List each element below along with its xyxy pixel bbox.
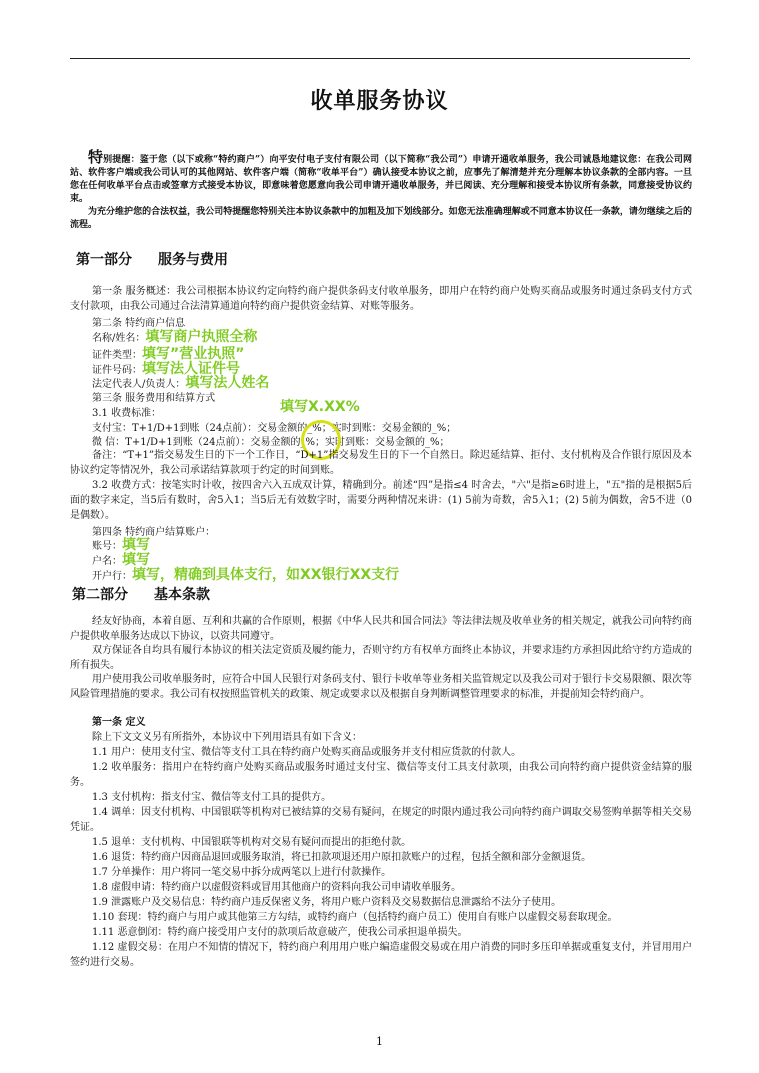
definition-1-5: 1.5 退单：支付机构、中国银联等机构对交易有疑问而提出的拒绝付款。 <box>92 837 412 848</box>
part1-number: 第一部分 <box>76 252 132 268</box>
part2-heading <box>72 584 210 604</box>
intro-initial: 特 <box>88 148 104 166</box>
fee-standard-label: 3.1 收费标准： <box>92 408 162 419</box>
account-name-value: 填写 <box>122 552 150 568</box>
settlement-note: 备注：“T+1”指交易发生日的下一个工作日，“D+1”指交易发生日的下一个自然日。除迟延结算、拒付、支付机构及合作银行原因及本协议约定等情况外，我公司承诺结算款项于约定的时间到账。 <box>70 450 692 476</box>
bank-label: 开户行： <box>92 571 132 582</box>
article-1: 第一条 服务概述：我公司根据本协议约定向特约商户提供条码支付收单服务，即用户在特约商户处购买商品或服务时通过条码支付方式支付款项，由我公司通过合法清算通道向特约商户提供资金结算、对账等服务。 <box>70 286 692 312</box>
account-number-label: 账号： <box>92 541 122 552</box>
bank-row <box>92 568 399 584</box>
intro-text-1: 别提醒：鉴于您（以下或称“特约商户”）向平安付电子支付有限公司（以下简称“我公司”）申请开通收单服务，我公司诚恳地建议您：在我公司网站、软件客户端或我公司认可的其他网站、软件客户端（简称“收单平台”）确认接受本协议之前，应事先了解清楚并充分理解本协议条款的全部内容。一旦您在任何收单平台点击或签章方式接受本协议，即意味着您愿意向我公司申请开通收单服务，并已阅读、充分理解和接受本协议所有条款，同意接受协议约束。 <box>70 155 692 204</box>
intro-text-2: 为充分维护您的合法权益，我公司特提醒您特别关注本协议条款中的加粗及加下划线部分。如您无法准确理解或不同意本协议任一条款，请勿继续之后的流程。 <box>70 207 692 230</box>
account-number-value: 填写 <box>122 537 150 553</box>
basic-terms-para-3: 用户使用我公司收单服务时，应符合中国人民银行对条码支付、银行卡收单等业务相关监管规定以及我公司对于银行卡交易限额、限次等风险管理措施的要求。我公司有权按照监管机关的政策、规定或要求以及根据自身判断调整管理要求的标准，并提前知会特约商户。 <box>70 674 692 700</box>
definition-1-4: 1.4 调单：因支付机构、中国银联等机构对已被结算的交易有疑问，在规定的时限内通过我公司向特约商户调取交易签购单据等相关交易凭证。 <box>70 807 692 833</box>
definition-1-1: 1.1 用户：使用支付宝、微信等支付工具在特约商户处购买商品或服务并支付相应货款的付款人。 <box>92 747 522 758</box>
alipay-fee-row: 支付宝：T+1/D+1到账（24点前）：交易金额的_%；实时到账：交易金额的_%； <box>92 423 457 434</box>
wechat-fee-row: 微 信：T+1/D+1到账（24点前）：交易金额的_%；实时到账：交易金额的_%； <box>92 437 450 448</box>
part2-title: 基本条款 <box>154 587 210 603</box>
merchant-name-label: 名称/姓名： <box>92 333 146 344</box>
legal-rep-row <box>92 376 269 392</box>
definition-1-12: 1.12 虚假交易：在用户不知情的情况下，特约商户利用用户账户编造虚假交易或在用户消费的同时多压印单据或重复支付，并冒用用户签约进行交易。 <box>70 942 692 968</box>
article-3-heading: 第三条 服务费用和结算方式 <box>92 393 216 404</box>
definition-1-6: 1.6 退货：特约商户因商品退回或服务取消，将已扣款项退还用户原扣款账户的过程，包括全额和部分金额退货。 <box>92 852 592 863</box>
fee-method: 3.2 收费方式：按笔实时计收，按四舍六入五成双计算，精确到分。前述“四”是指≤4 时舍去，"六"是指≥6时进上，"五"指的是根据5后面的数字来定，当5后有数时，舍5入1；当5后无有效数字时，需要分两种情况来讲：(1) 5前为奇数，舍5入1；(2) 5前为偶数，舍5不进（0是偶数）。 <box>70 480 692 521</box>
header-rule <box>70 58 690 59</box>
definition-1-7: 1.7 分单操作：用户将同一笔交易中拆分成两笔以上进行付款操作。 <box>92 867 392 878</box>
definitions-intro: 除上下文文义另有所指外，本协议中下列用语具有如下含义： <box>92 732 362 743</box>
basic-terms-para-2: 双方保证各自均具有履行本协议的相关法定资质及履约能力，否则守约方有权单方面终止本协议，并要求违约方承担因此给守约方造成的所有损失。 <box>70 645 692 671</box>
definitions-heading: 第一条 定义 <box>92 717 146 728</box>
intro-notice <box>70 148 692 232</box>
definition-1-3: 1.3 支付机构：指支付宝、微信等支付工具的提供方。 <box>92 792 332 803</box>
legal-rep-label: 法定代表人/负责人： <box>92 379 186 390</box>
legal-rep-value: 填写法人姓名 <box>185 375 270 391</box>
id-type-value: 填写”营业执照” <box>142 346 245 362</box>
definition-1-2: 1.2 收单服务：指用户在特约商户处购买商品或服务时通过支付宝、微信等支付工具支付款项，由我公司向特约商户提供资金结算的服务。 <box>70 762 692 788</box>
article-4-heading: 第四条 特约商户结算账户： <box>92 527 216 538</box>
id-number-value: 填写法人证件号 <box>142 361 240 377</box>
merchant-name-row <box>92 330 257 346</box>
definition-1-10: 1.10 套现：特约商户与用户或其他第三方勾结，或特约商户（包括特约商户员工）使用自有账户以虚假交易套取现金。 <box>92 912 618 923</box>
article-2-heading: 第二条 特约商户信息 <box>92 318 186 329</box>
page-number: 1 <box>376 1035 383 1048</box>
definition-1-11: 1.11 恶意倒闭：特约商户接受用户支付的款项后故意破产，使我公司承担退单损失。 <box>92 927 468 938</box>
id-type-label: 证件类型： <box>92 350 142 361</box>
basic-terms-para-1: 经友好协商，本着自愿、互利和共赢的合作原则，根据《中华人民共和国合同法》等法律法规及收单业务的相关规定，就我公司向特约商户提供收单服务达成以下协议，以资共同遵守。 <box>70 616 692 642</box>
bank-value: 填写，精确到具体支行，如XX银行XX支行 <box>132 567 400 583</box>
id-number-label: 证件号码： <box>92 365 142 376</box>
definition-1-9: 1.9 泄露账户及交易信息：特约商户违反保密义务，将用户账户资料及交易数据信息泄露给不法分子使用。 <box>92 897 562 908</box>
account-name-label: 户名： <box>92 556 122 567</box>
part1-title: 服务与费用 <box>158 252 228 268</box>
definition-1-8: 1.8 虚假申请：特约商户以虚假资料或冒用其他商户的资料向我公司申请收单服务。 <box>92 882 462 893</box>
part1-heading <box>76 249 228 269</box>
part2-number: 第二部分 <box>72 587 128 603</box>
merchant-name-value: 填写商户执照全称 <box>145 329 258 345</box>
fee-rate-value: 填写X.XX% <box>280 399 360 415</box>
document-title: 收单服务协议 <box>310 89 449 114</box>
